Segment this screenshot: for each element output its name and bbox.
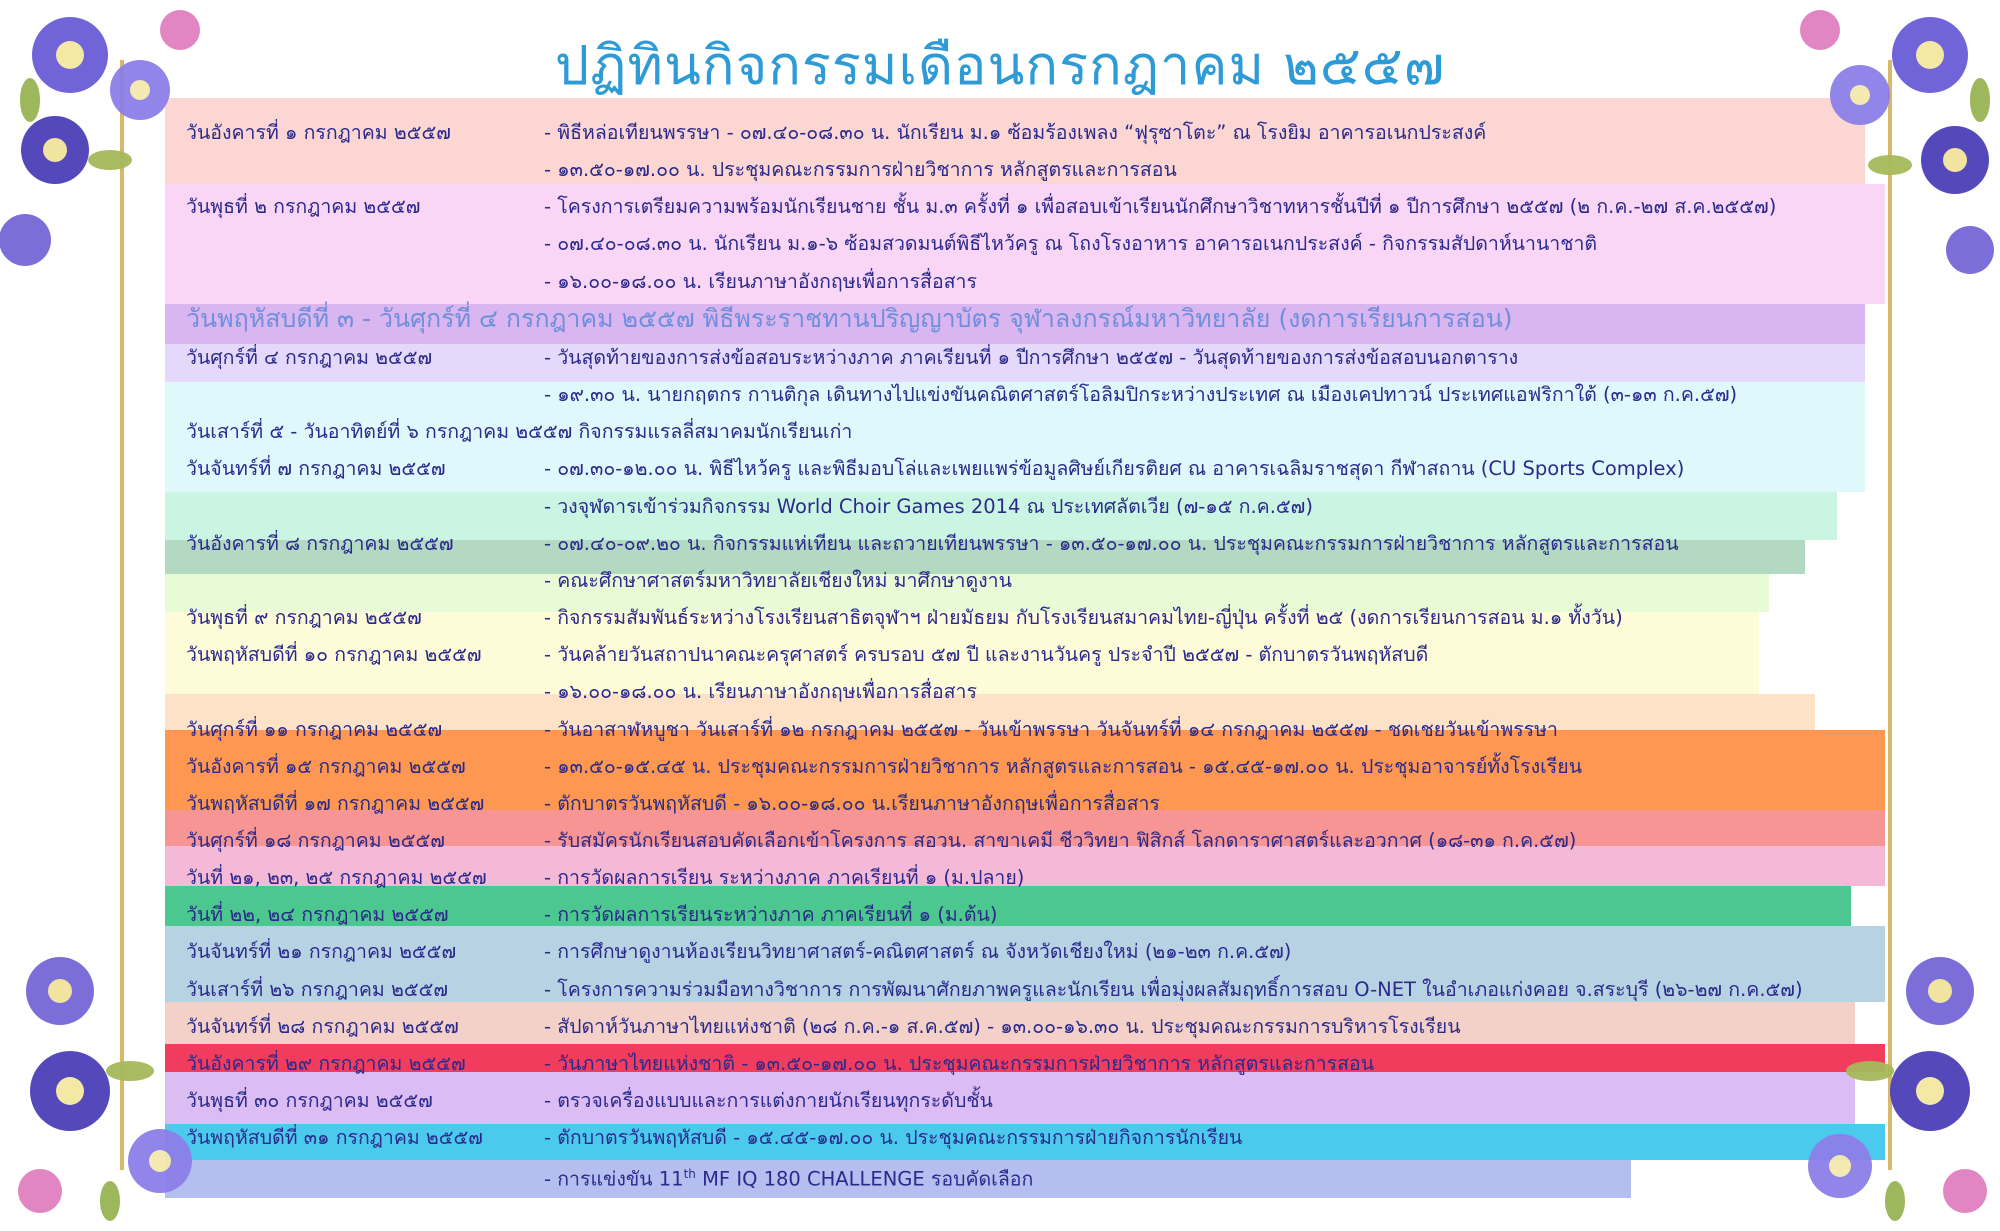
row-activity: - การวัดผลการเรียน ระหว่างภาค ภาคเรียนที่ ๑ (ม.ปลาย) — [544, 866, 1025, 889]
challenge-suffix: MF IQ 180 CHALLENGE รอบคัดเลือก — [695, 1167, 1034, 1191]
schedule-row — [186, 1156, 1920, 1193]
row-date: วันศุกร์ที่ ๔ กรกฎาคม ๒๕๕๗ — [186, 346, 433, 369]
schedule-row — [186, 1082, 1920, 1119]
schedule-row — [186, 376, 1920, 413]
schedule-row — [186, 785, 1920, 822]
schedule-row — [186, 114, 1920, 151]
schedule-row-full — [186, 413, 1920, 450]
page-title: ปฏิทินกิจกรรมเดือนกรกฎาคม ๒๕๕๗ — [554, 34, 1446, 97]
row-date: วันอังคารที่ ๘ กรกฎาคม ๒๕๕๗ — [186, 532, 454, 555]
row-activity: - การศึกษาดูงานห้องเรียนวิทยาศาสตร์-คณิตศาสตร์ ณ จังหวัดเชียงใหม่ (๒๑-๒๓ ก.ค.๕๗) — [544, 940, 1292, 963]
row-activity: - ๐๗.๔๐-๐๘.๓๐ น. นักเรียน ม.๑-๖ ซ้อมสวดมนต์พิธีไหว้ครู ณ โถงโรงอาหาร อาคารอเนกประสงค์ - กิจกรรมสัปดาห์นานาชาติ — [544, 232, 1598, 255]
row-date: วันพุธที่ ๒ กรกฎาคม ๒๕๕๗ — [186, 195, 421, 218]
schedule-row — [186, 1045, 1920, 1082]
row-activity: - วันสุดท้ายของการส่งข้อสอบระหว่างภาค ภาคเรียนที่ ๑ ปีการศึกษา ๒๕๕๗ - วันสุดท้ายของการส่งข้อสอบนอกตาราง — [544, 346, 1519, 369]
schedule-row — [186, 1008, 1920, 1045]
row-date: วันพุธที่ ๓๐ กรกฎาคม ๒๕๕๗ — [186, 1089, 433, 1112]
row-activity: - รับสมัครนักเรียนสอบคัดเลือกเข้าโครงการ สอวน. สาขาเคมี ชีววิทยา ฟิสิกส์ โลกดาราศาสตร์และอวกาศ (๑๘-๓๑ ก.ค.๕๗) — [544, 829, 1577, 852]
row-date: วันที่ ๒๒, ๒๔ กรกฎาคม ๒๕๕๗ — [186, 903, 449, 926]
row-activity: - วันอาสาฬหบูชา วันเสาร์ที่ ๑๒ กรกฎาคม ๒๕๕๗ - วันเข้าพรรษา วันจันทร์ที่ ๑๔ กรกฎาคม ๒๕๕๗ - ชดเชยวันเข้าพรรษา — [544, 718, 1558, 741]
row-activity: - ตักบาตรวันพฤหัสบดี - ๑๖.๐๐-๑๘.๐๐ น.เรียนภาษาอังกฤษเพื่อการสื่อสาร — [544, 792, 1160, 815]
challenge-prefix: - การแข่งขัน 11 — [544, 1167, 684, 1191]
schedule-row — [186, 488, 1920, 525]
row-date: วันเสาร์ที่ ๒๖ กรกฎาคม ๒๕๕๗ — [186, 978, 449, 1001]
row-date: วันพฤหัสบดีที่ ๑๐ กรกฎาคม ๒๕๕๗ — [186, 643, 482, 666]
schedule-row — [186, 673, 1920, 710]
flower-decoration-bottom-left — [0, 931, 230, 1231]
row-activity: - วันภาษาไทยแห่งชาติ - ๑๓.๕๐-๑๗.๐๐ น. ประชุมคณะกรรมการฝ่ายวิชาการ หลักสูตรและการสอน — [544, 1052, 1375, 1075]
row-activity: - ตักบาตรวันพฤหัสบดี - ๑๕.๔๕-๑๗.๐๐ น. ประชุมคณะกรรมการฝ่ายกิจการนักเรียน — [544, 1126, 1243, 1149]
schedule-row — [186, 599, 1920, 636]
schedule-row — [186, 822, 1920, 859]
row-date: วันพฤหัสบดีที่ ๓๑ กรกฎาคม ๒๕๕๗ — [186, 1126, 483, 1149]
row-activity: - ๑๓.๕๐-๑๗.๐๐ น. ประชุมคณะกรรมการฝ่ายวิชาการ หลักสูตรและการสอน — [544, 158, 1177, 181]
schedule-row — [186, 896, 1920, 933]
row-date: วันอังคารที่ ๑๕ กรกฎาคม ๒๕๕๗ — [186, 755, 466, 778]
schedule-row — [186, 151, 1920, 188]
schedule-row — [186, 263, 1920, 300]
schedule-row — [186, 711, 1920, 748]
row-activity: - ๐๗.๓๐-๑๒.๐๐ น. พิธีไหว้ครู และพิธีมอบโล่และเพยแพร่ข้อมูลศิษย์เกียรติยศ ณ อาคารเฉลิมราชสุดา กีฬาสถาน (CU Sports Complex) — [544, 457, 1685, 480]
row-date: วันศุกร์ที่ ๑๑ กรกฎาคม ๒๕๕๗ — [186, 718, 443, 741]
row-activity: - ๑๙.๓๐ น. นายกฤตกร กานติกุล เดินทางไปแข่งขันคณิตศาสตร์โอลิมปิกระหว่างประเทศ ณ เมืองเคปทาวน์ ประเทศแอฟริกาใต้ (๓-๑๓ ก.ค.๕๗) — [544, 383, 1738, 406]
row-activity: - ๐๗.๔๐-๐๙.๒๐ น. กิจกรรมแห่เทียน และถวายเทียนพรรษา - ๑๓.๕๐-๑๗.๐๐ น. ประชุมคณะกรรมการฝ่ายวิชาการ หลักสูตรและการสอน — [544, 532, 1679, 555]
row-activity: - การวัดผลการเรียนระหว่างภาค ภาคเรียนที่ ๑ (ม.ต้น) — [544, 903, 998, 926]
schedule-row — [186, 859, 1920, 896]
headline-text: วันพฤหัสบดีที่ ๓ - วันศุกร์ที่ ๔ กรกฎาคม ๒๕๕๗ พิธีพระราชทานปริญญาบัตร จุฬาลงกรณ์มหาวิทยาลัย (งดการเรียนการสอน) — [186, 304, 1513, 333]
row-activity: - ๑๓.๕๐-๑๕.๔๕ น. ประชุมคณะกรรมการฝ่ายวิชาการ หลักสูตรและการสอน - ๑๕.๔๕-๑๗.๐๐ น. ประชุมอาจารย์ทั้งโรงเรียน — [544, 755, 1583, 778]
row-activity: - คณะศึกษาศาสตร์มหาวิทยาลัยเชียงใหม่ มาศึกษาดูงาน — [544, 569, 1012, 592]
row-activity: - โครงการเตรียมความพร้อมนักเรียนชาย ชั้น ม.๓ ครั้งที่ ๑ เพื่อสอบเข้าเรียนนักศึกษาวิชาทหารชั้นปีที่ ๑ ปีการศึกษา ๒๕๕๗ (๒ ก.ค.-๒๗ ส.ค.๒๕๕๗) — [544, 195, 1777, 218]
row-activity: - ๑๖.๐๐-๑๘.๐๐ น. เรียนภาษาอังกฤษเพื่อการสื่อสาร — [544, 270, 977, 293]
row-activity: - ๑๖.๐๐-๑๘.๐๐ น. เรียนภาษาอังกฤษเพื่อการสื่อสาร — [544, 680, 977, 703]
row-date: วันจันทร์ที่ ๗ กรกฎาคม ๒๕๕๗ — [186, 457, 446, 480]
row-activity — [544, 1156, 1033, 1198]
row-date: วันอังคารที่ ๒๙ กรกฎาคม ๒๕๕๗ — [186, 1052, 466, 1075]
schedule-row — [186, 636, 1920, 673]
schedule-row — [186, 1119, 1920, 1156]
row-activity: - สัปดาห์วันภาษาไทยแห่งชาติ (๒๘ ก.ค.-๑ ส.ค.๕๗) - ๑๓.๐๐-๑๖.๓๐ น. ประชุมคณะกรรมการบริหารโรงเรียน — [544, 1015, 1461, 1038]
row-activity: วันเสาร์ที่ ๕ - วันอาทิตย์ที่ ๖ กรกฎาคม ๒๕๕๗ กิจกรรมแรลลี่สมาคมนักเรียนเก่า — [186, 420, 853, 443]
schedule-row — [186, 748, 1920, 785]
row-date: วันจันทร์ที่ ๒๘ กรกฎาคม ๒๕๕๗ — [186, 1015, 459, 1038]
holiday-headline — [186, 300, 1920, 337]
schedule-row — [186, 525, 1920, 562]
schedule-row — [186, 562, 1920, 599]
row-date: วันพฤหัสบดีที่ ๑๗ กรกฎาคม ๒๕๕๗ — [186, 792, 485, 815]
row-date: วันพุธที่ ๙ กรกฎาคม ๒๕๕๗ — [186, 606, 422, 629]
row-activity: - พิธีหล่อเทียนพรรษา - ๐๗.๔๐-๐๘.๓๐ น. นักเรียน ม.๑ ซ้อมร้องเพลง “ฟุรุซาโตะ” ณ โรงยิม อาคารอเนกประสงค์ — [544, 121, 1487, 144]
row-date: วันจันทร์ที่ ๒๑ กรกฎาคม ๒๕๕๗ — [186, 940, 457, 963]
schedule-row — [186, 188, 1920, 225]
row-date: วันที่ ๒๑, ๒๓, ๒๕ กรกฎาคม ๒๕๕๗ — [186, 866, 487, 889]
row-activity: - ตรวจเครื่องแบบและการแต่งกายนักเรียนทุกระดับชั้น — [544, 1089, 993, 1112]
row-activity: - กิจกรรมสัมพันธ์ระหว่างโรงเรียนสาธิตจุฬาฯ ฝ่ายมัธยม กับโรงเรียนสมาคมไทย-ญี่ปุ่น ครั้งที่ ๒๕ (งดการเรียนการสอน ม.๑ ทั้งวัน) — [544, 606, 1623, 629]
schedule-row — [186, 339, 1920, 376]
row-date: วันศุกร์ที่ ๑๘ กรกฎาคม ๒๕๕๗ — [186, 829, 445, 852]
flower-decoration-top-left — [0, 0, 230, 300]
row-date: วันอังคารที่ ๑ กรกฎาคม ๒๕๕๗ — [186, 121, 451, 144]
row-activity: - วันคล้ายวันสถาปนาคณะครุศาสตร์ ครบรอบ ๕๗ ปี และงานวันครู ประจำปี ๒๕๕๗ - ตักบาตรวันพฤหัสบดี — [544, 643, 1429, 666]
flower-decoration-bottom-right — [1770, 931, 2000, 1231]
schedule-row — [186, 225, 1920, 262]
flower-decoration-top-right — [1770, 0, 2000, 300]
row-activity: - โครงการความร่วมมือทางวิชาการ การพัฒนาศักยภาพครูและนักเรียน เพื่อมุ่งผลสัมฤทธิ์การสอบ O-NET ในอำเภอแก่งคอย จ.สระบุรี (๒๖-๒๗ ก.ค.๕๗) — [544, 978, 1803, 1001]
schedule-row — [186, 933, 1920, 970]
row-activity: - วงจุฬดารเข้าร่วมกิจกรรม World Choir Games 2014 ณ ประเทศลัตเวีย (๗-๑๕ ก.ค.๕๗) — [544, 495, 1313, 518]
schedule-row — [186, 971, 1920, 1008]
schedule-row — [186, 450, 1920, 487]
challenge-sup: th — [683, 1167, 696, 1181]
